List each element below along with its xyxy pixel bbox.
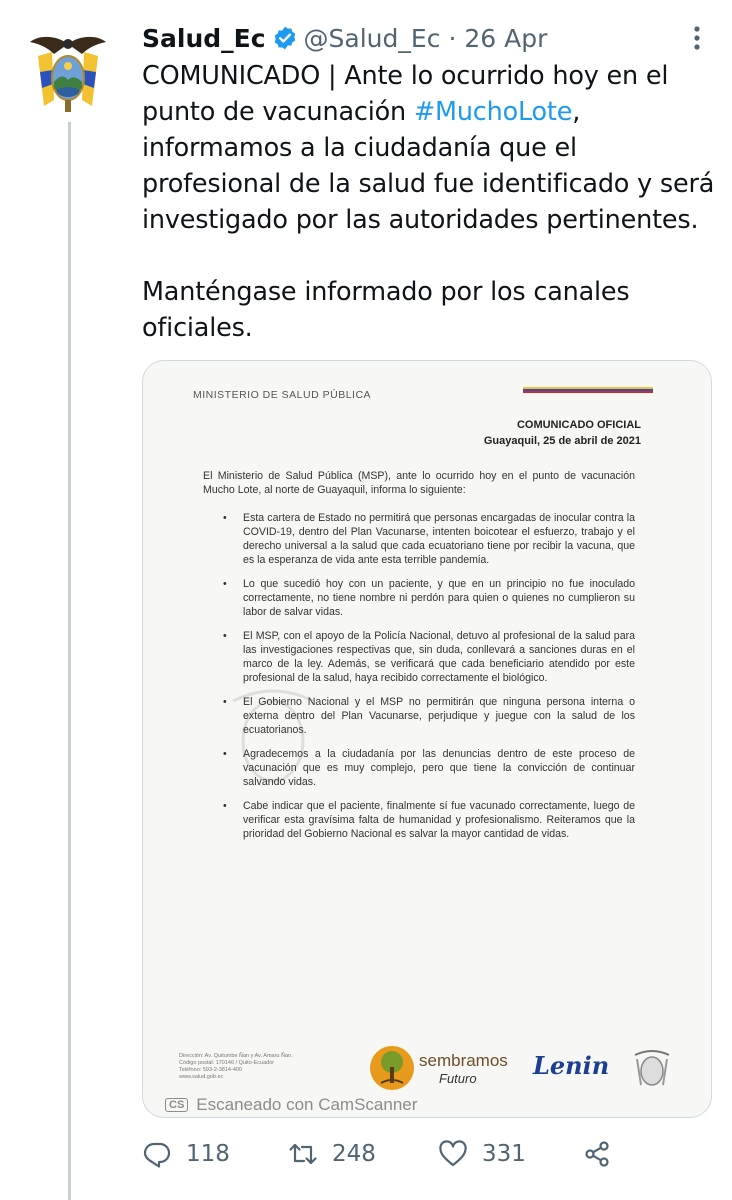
reply-count: 118 [186,1141,230,1167]
camscanner-text: Escaneado con CamScanner [196,1095,418,1114]
doc-ministry: MINISTERIO DE SALUD PÚBLICA [193,389,372,401]
doc-bullet: • Agradecemos a la ciudadanía por las denuncias dentro de este proceso de vacunación que es muy complejo, pero que tiene la convicción de continuar salvando vidas. [221,747,635,789]
doc-bullet: • Esta cartera de Estado no permitirá que personas encargadas de inocular contra la COVID-19, dentro del Plan Vacunarse, intenten boicotear el esfuerzo, trabajo y el derecho universal a la salud que cada ecuatoriano tiene por recibir la vacuna, que es la esperanza de vida ante esta terrible pandemia. [221,511,635,567]
doc-intro: El Ministerio de Salud Pública (MSP), ante lo ocurrido hoy en el punto de vacunación Mucho Lote, al norte de Guayaquil, informa lo siguiente: [203,470,635,496]
doc-bullet-list [221,511,635,851]
doc-footer-address [179,1053,293,1081]
camscanner-badge: CS [165,1098,188,1112]
like-icon [438,1139,468,1169]
share-icon [582,1139,612,1169]
doc-address-line: Dirección: Av. Quitumbe Ñan y Av. Amaru Ñan. [179,1053,293,1059]
retweet-icon [288,1139,318,1169]
tweet-text-part: , informamos a la ciudadanía que el profesional de la salud fue identificado y será investigado por las autoridades pertinentes. [142,97,715,235]
tweet-actions [142,1134,722,1174]
tweet-paragraph-1 [142,58,722,238]
paragraph-gap [142,238,722,274]
tweet-paragraph-2: Manténgase informado por los canales oficiales. [142,277,630,343]
meta-separator: · [448,23,457,53]
ecuador-coat-of-arms-icon [18,22,118,122]
sembramos-tree-logo-icon [369,1045,415,1091]
tweet-header [142,20,722,56]
retweet-count: 248 [332,1141,376,1167]
tweet-text-part: COMUNICADO | Ante lo ocurrido hoy en el punto de vacunación [142,61,669,127]
doc-heading: COMUNICADO OFICIAL [516,419,641,431]
doc-address-line: Código postal: 170146 / Quito-Ecuador [179,1060,275,1066]
doc-address-line: Teléfono: 593-2-3814-400 [179,1067,242,1073]
scanned-document [143,361,711,1117]
small-coat-of-arms-icon [629,1045,675,1091]
more-vertical-icon[interactable] [682,26,712,50]
doc-date-line: Guayaquil, 25 de abril de 2021 [483,435,641,447]
handle[interactable]: @Salud_Ec [303,23,441,53]
reply-button[interactable] [142,1134,230,1174]
hashtag-link[interactable]: #MuchoLote [413,97,573,127]
doc-bullet: • El Gobierno Nacional y el MSP no permitirán que ninguna persona interna o externa dentro del Plan Vacunarse, perjudique y juegue con la salud de los ecuatorianos. [221,695,635,737]
retweet-button[interactable] [288,1134,376,1174]
doc-bullet: • Cabe indicar que el paciente, finalmente sí fue vacunado correctamente, luego de verificar esta gravísima falta de humanidad y profesionalismo. Reiteramos que la prioridad del Gobierno Nacional es salvar la mayor cantidad de vidas. [221,799,635,841]
camscanner-watermark [165,1095,417,1115]
thread-line [68,118,71,1200]
like-button[interactable] [438,1134,526,1174]
verified-badge-icon [272,25,298,51]
doc-signature: Lenin [533,1051,610,1080]
doc-bullet: • Lo que sucedió hoy con un paciente, y que en un principio no fue inoculado correctamente, no tiene nombre ni perdón para quien o quienes no cumplieron su labor de salvar vidas. [221,577,635,619]
doc-flag-stripes [523,387,653,393]
like-count: 331 [482,1141,526,1167]
display-name[interactable]: Salud_Ec [142,23,266,53]
tweet-date[interactable]: 26 Apr [464,23,548,53]
doc-futuro-text: Futuro [439,1071,477,1086]
share-button[interactable] [582,1134,626,1174]
tweet-text [142,58,722,346]
doc-address-line: www.salud.gob.ec [179,1074,224,1080]
tweet-media-image[interactable] [142,360,712,1118]
doc-sembramos-text: sembramos [419,1051,508,1070]
reply-icon [142,1139,172,1169]
avatar[interactable] [18,22,118,122]
doc-bullet: • El MSP, con el apoyo de la Policía Nacional, detuvo al profesional de la salud para las investigaciones respectivas que, sin duda, conllevará a sanciones duras en el marco de la ley. Además, se verificará que cada beneficiario atendido por este profesional de la salud, haya recibido correctamente el biológico. [221,629,635,685]
